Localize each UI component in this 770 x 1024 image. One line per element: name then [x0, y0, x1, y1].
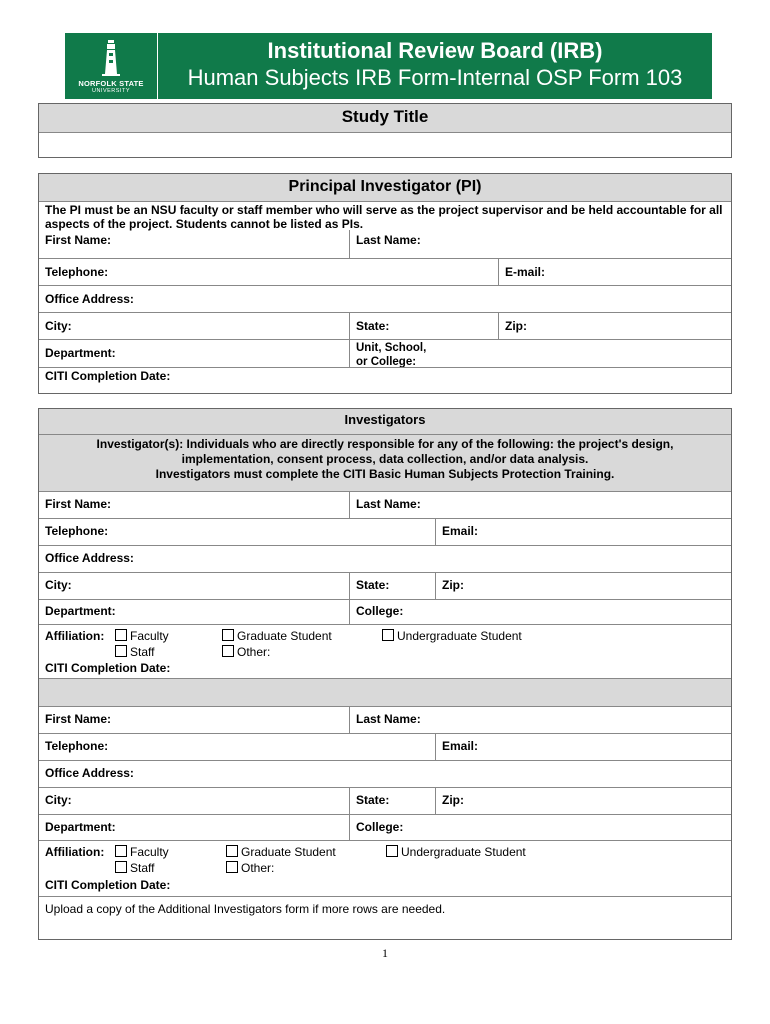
inv1-other-checkbox[interactable] — [222, 645, 234, 657]
inv2-undergrad-checkbox[interactable] — [386, 845, 398, 857]
inv2-affiliation-label: Affiliation: — [45, 845, 105, 859]
inv2-faculty-option[interactable] — [115, 845, 169, 859]
inv1-first-name-field[interactable] — [39, 492, 349, 518]
inv2-department-label: Department: — [45, 820, 116, 834]
inv2-staff-text: Staff — [130, 861, 155, 875]
pi-office-address-field[interactable] — [39, 286, 731, 312]
inv1-faculty-checkbox[interactable] — [115, 629, 127, 641]
pi-heading: Principal Investigator (PI) — [39, 174, 731, 201]
inv2-first-name-field[interactable] — [39, 707, 349, 733]
pi-email-field[interactable] — [498, 259, 731, 285]
inv1-office-address-label: Office Address: — [45, 551, 134, 565]
inv2-grad-checkbox[interactable] — [226, 845, 238, 857]
inv1-undergrad-checkbox[interactable] — [382, 629, 394, 641]
inv2-last-name-label: Last Name: — [356, 712, 421, 726]
header-title: Institutional Review Board (IRB) — [267, 38, 603, 63]
inv2-last-name-field[interactable] — [349, 707, 731, 733]
study-title-section — [38, 103, 732, 158]
pi-city-field[interactable] — [39, 313, 349, 339]
inv1-zip-field[interactable] — [435, 573, 731, 599]
pi-zip-field[interactable] — [498, 313, 731, 339]
inv1-telephone-label: Telephone: — [45, 524, 109, 538]
upload-note: Upload a copy of the Additional Investigators form if more rows are needed. — [39, 896, 731, 933]
inv2-undergrad-text: Undergraduate Student — [401, 845, 526, 859]
inv1-undergrad-option[interactable] — [382, 629, 522, 643]
logo-text-university: UNIVERSITY — [91, 88, 130, 94]
investigators-section — [38, 408, 732, 940]
inv2-faculty-text: Faculty — [130, 845, 169, 859]
header-subtitle: Human Subjects IRB Form-Internal OSP Form 103 — [187, 65, 683, 90]
inv1-city-field[interactable] — [39, 573, 349, 599]
inv1-zip-label: Zip: — [442, 578, 464, 592]
inv1-faculty-option[interactable] — [115, 629, 169, 643]
study-title-field[interactable] — [39, 132, 731, 157]
pi-telephone-label: Telephone: — [45, 265, 109, 279]
investigators-note-2: implementation, consent process, data collection, and/or data analysis. — [181, 452, 589, 466]
inv1-grad-option[interactable] — [222, 629, 332, 643]
inv1-office-address-field[interactable] — [39, 546, 731, 572]
inv1-telephone-field[interactable] — [39, 519, 435, 545]
inv1-department-field[interactable] — [39, 600, 349, 624]
inv1-staff-option[interactable] — [115, 645, 154, 659]
inv2-staff-checkbox[interactable] — [115, 861, 127, 873]
inv2-state-field[interactable] — [349, 788, 435, 814]
logo-text-name: NORFOLK STATE — [78, 79, 144, 88]
pi-state-label: State: — [356, 319, 390, 333]
inv1-grad-checkbox[interactable] — [222, 629, 234, 641]
inv2-zip-field[interactable] — [435, 788, 731, 814]
inv1-city-label: City: — [45, 578, 72, 592]
inv2-staff-option[interactable] — [115, 861, 154, 875]
pi-unit-label-2: or College: — [356, 356, 417, 368]
pi-unit-label: Unit, School, — [356, 342, 427, 354]
inv1-faculty-text: Faculty — [130, 629, 169, 643]
inv2-citi-label: CITI Completion Date: — [45, 878, 171, 892]
inv2-telephone-field[interactable] — [39, 734, 435, 760]
inv2-undergrad-option[interactable] — [386, 845, 526, 859]
header-banner — [158, 33, 712, 99]
inv1-email-field[interactable] — [435, 519, 731, 545]
inv2-telephone-label: Telephone: — [45, 739, 109, 753]
pi-city-label: City: — [45, 319, 72, 333]
inv1-undergrad-text: Undergraduate Student — [397, 629, 522, 643]
inv1-other-option[interactable] — [222, 645, 270, 659]
pi-first-name-field[interactable] — [39, 230, 349, 258]
inv2-department-field[interactable] — [39, 815, 349, 840]
inv2-faculty-checkbox[interactable] — [115, 845, 127, 857]
pi-state-field[interactable] — [349, 313, 498, 339]
inv2-zip-label: Zip: — [442, 793, 464, 807]
inv2-other-checkbox[interactable] — [226, 861, 238, 873]
inv2-first-name-label: First Name: — [45, 712, 112, 726]
inv1-state-field[interactable] — [349, 573, 435, 599]
inv1-department-label: Department: — [45, 604, 116, 618]
study-title-heading: Study Title — [39, 104, 731, 132]
inv1-email-label: Email: — [442, 524, 479, 538]
pi-last-name-label: Last Name: — [356, 233, 421, 247]
inv2-city-label: City: — [45, 793, 72, 807]
pi-zip-label: Zip: — [505, 319, 527, 333]
inv1-grad-text: Graduate Student — [237, 629, 332, 643]
pi-unit-field[interactable] — [349, 340, 731, 367]
inv1-state-label: State: — [356, 578, 390, 592]
inv2-other-text: Other: — [241, 861, 275, 875]
inv2-city-field[interactable] — [39, 788, 349, 814]
pi-citi-field[interactable] — [39, 368, 731, 393]
pi-telephone-field[interactable] — [39, 259, 498, 285]
pi-note: The PI must be an NSU faculty or staff member who will serve as the project supervisor and be held accountable for all aspects of the project. Students cannot be listed as PIs. — [45, 203, 723, 231]
inv2-office-address-field[interactable] — [39, 761, 731, 787]
inv2-email-field[interactable] — [435, 734, 731, 760]
inv2-email-label: Email: — [442, 739, 479, 753]
inv1-staff-checkbox[interactable] — [115, 645, 127, 657]
pi-email-label: E-mail: — [505, 265, 546, 279]
inv2-college-label: College: — [356, 820, 404, 834]
inv2-college-field[interactable] — [349, 815, 731, 840]
inv2-grad-option[interactable] — [226, 845, 336, 859]
inv1-college-field[interactable] — [349, 600, 731, 624]
pi-last-name-field[interactable] — [349, 230, 731, 258]
pi-office-address-label: Office Address: — [45, 292, 134, 306]
inv1-staff-text: Staff — [130, 645, 155, 659]
inv2-grad-text: Graduate Student — [241, 845, 336, 859]
pi-citi-label: CITI Completion Date: — [45, 369, 171, 383]
inv2-office-address-label: Office Address: — [45, 766, 134, 780]
inv2-state-label: State: — [356, 793, 390, 807]
inv1-college-label: College: — [356, 604, 404, 618]
pi-department-field[interactable] — [39, 340, 349, 367]
pi-section — [38, 173, 732, 394]
nsu-logo — [65, 33, 157, 99]
pi-first-name-label: First Name: — [45, 233, 112, 247]
inv2-other-option[interactable] — [226, 861, 274, 875]
investigators-heading: Investigators — [39, 409, 731, 434]
investigators-note-3: Investigators must complete the CITI Basic Human Subjects Protection Training. — [155, 467, 615, 481]
page-number: 1 — [382, 946, 388, 960]
pi-department-label: Department: — [45, 346, 116, 360]
inv1-citi-label: CITI Completion Date: — [45, 661, 171, 675]
investigator-separator — [39, 678, 731, 706]
investigators-note-1: Investigator(s): Individuals who are directly responsible for any of the following: the project's design, — [96, 437, 674, 451]
inv1-last-name-label: Last Name: — [356, 497, 421, 511]
inv1-affiliation-label: Affiliation: — [45, 629, 105, 643]
inv1-first-name-label: First Name: — [45, 497, 112, 511]
inv1-last-name-field[interactable] — [349, 492, 731, 518]
lighthouse-icon — [100, 40, 122, 76]
inv1-other-text: Other: — [237, 645, 271, 659]
